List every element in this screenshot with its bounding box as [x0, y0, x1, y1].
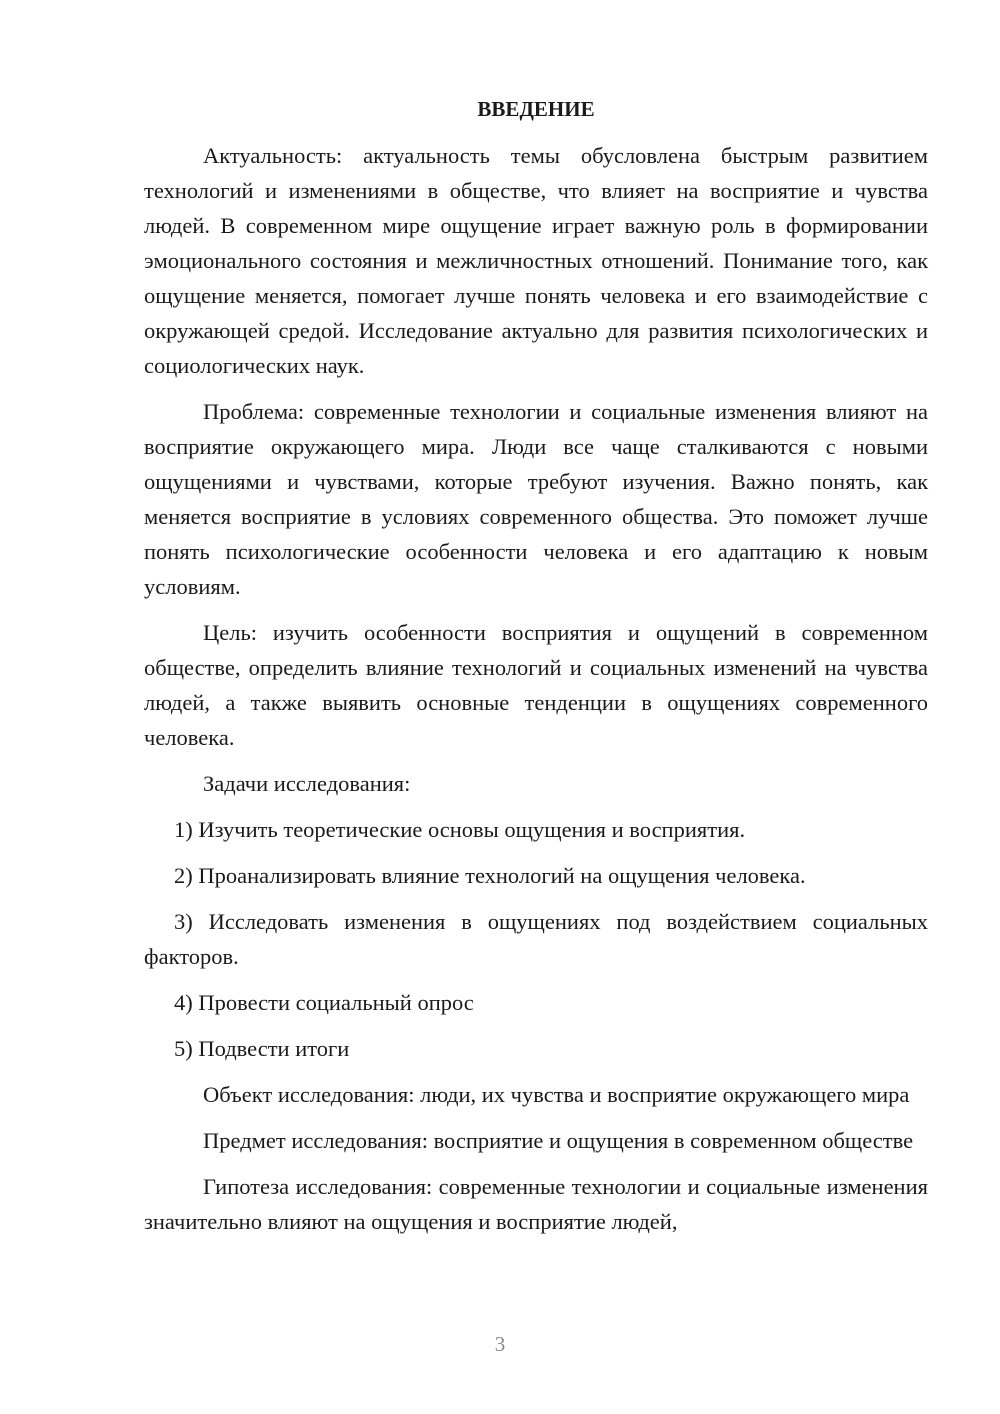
- paragraph-hypothesis: Гипотеза исследования: современные технологии и социальные изменения значительно влияют на ощущения и восприятие людей,: [144, 1174, 928, 1234]
- paragraph-subject: Предмет исследования: восприятие и ощущения в современном обществе: [203, 1128, 914, 1153]
- paragraph-object: Объект исследования: люди, их чувства и восприятие окружающего мира: [203, 1082, 910, 1107]
- page-number: 3: [494, 1332, 506, 1356]
- task-item-5: 5) Подвести итоги: [174, 1036, 350, 1061]
- paragraph-problem: Проблема: современные технологии и социальные изменения влияют на восприятие окружающего мира. Люди все чаще сталкиваются с новыми ощущениями и чувствами, которые требуют изучения. Важно понять, как меняется восприятие в условиях современного общества. Это поможет лучше понять психологические особенности человека и его адаптацию к новым условиям.: [144, 399, 928, 599]
- task-item-2: 2) Проанализировать влияние технологий на ощущения человека.: [174, 863, 806, 888]
- task-item-3: 3) Исследовать изменения в ощущениях под воздействием социальных факторов.: [144, 909, 928, 969]
- section-heading: ВВЕДЕНИЕ: [477, 97, 595, 121]
- task-item-1: 1) Изучить теоретические основы ощущения и восприятия.: [174, 817, 746, 842]
- paragraph-goal: Цель: изучить особенности восприятия и ощущений в современном обществе, определить влияние технологий и социальных изменений на чувства людей, а также выявить основные тенденции в ощущениях современного человека.: [144, 620, 928, 750]
- paragraph-relevance: Актуальность: актуальность темы обусловлена быстрым развитием технологий и изменениями в обществе, что влияет на восприятие и чувства людей. В современном мире ощущение играет важную роль в формировании эмоционального состояния и межличностных отношений. Понимание того, как ощущение меняется, помогает лучше понять человека и его взаимодействие с окружающей средой. Исследование актуально для развития психологических и социологических наук.: [144, 143, 928, 378]
- paragraph-tasks-title: Задачи исследования:: [203, 771, 411, 796]
- page-content: [144, 92, 928, 1250]
- task-item-4: 4) Провести социальный опрос: [174, 990, 474, 1015]
